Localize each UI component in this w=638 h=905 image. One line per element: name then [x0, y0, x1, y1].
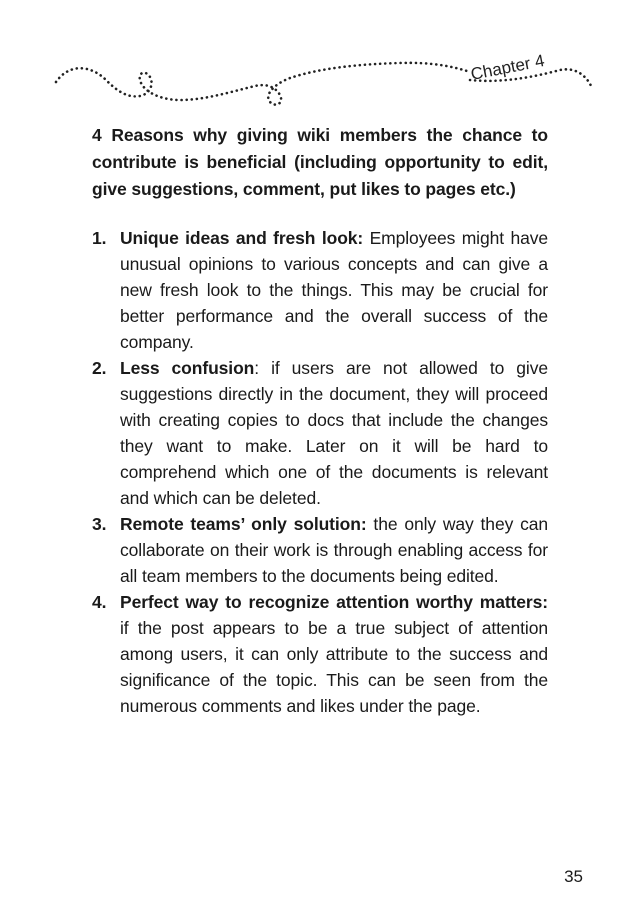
list-item-title: Unique ideas and fresh look: [120, 228, 364, 248]
svg-text:Chapter 4: Chapter 4 [469, 51, 547, 84]
list-item-number: 3. [92, 514, 107, 534]
list-item-number: 4. [92, 592, 107, 612]
list-item-title: Perfect way to recognize attention worthy matters: [120, 592, 548, 612]
list-item-text: : if users are not allowed to give suggestions directly in the document, they will proceed with creating copies to docs that include the changes they want to make. Later on it will be hard to comprehend which one of the documents is relevant and which can be deleted. [120, 358, 548, 508]
list-item-text: if the post appears to be a true subject of attention among users, it can only attribute to the success and significance of the topic. This can be seen from the numerous comments and likes under the page. [120, 618, 548, 716]
intro-heading: 4 Reasons why giving wiki members the chance to contribute is beneficial (including opportunity to edit, give suggestions, comment, put likes to pages etc.) [92, 125, 548, 199]
page-number: 35 [564, 867, 583, 886]
list-item-number: 1. [92, 228, 107, 248]
list-item [92, 589, 548, 719]
list-item-text: the only way they can collaborate on their work is through enabling access for all team members to the documents being edited. [120, 514, 548, 586]
list-item [92, 225, 548, 355]
dotted-swirl-ornament [0, 0, 638, 120]
list-item-number: 2. [92, 358, 107, 378]
list-item-text: Employees might have unusual opinions to various concepts and can give a new fresh look to the things. This may be crucial for better performance and the overall success of the company. [120, 228, 548, 352]
list-item-title: Less confusion [120, 358, 255, 378]
list-item-title: Remote teams’ only solution: [120, 514, 367, 534]
chapter-label [469, 51, 546, 84]
list-item [92, 355, 548, 511]
list-item [92, 511, 548, 589]
reasons-list [92, 225, 548, 719]
page-content [92, 122, 548, 719]
